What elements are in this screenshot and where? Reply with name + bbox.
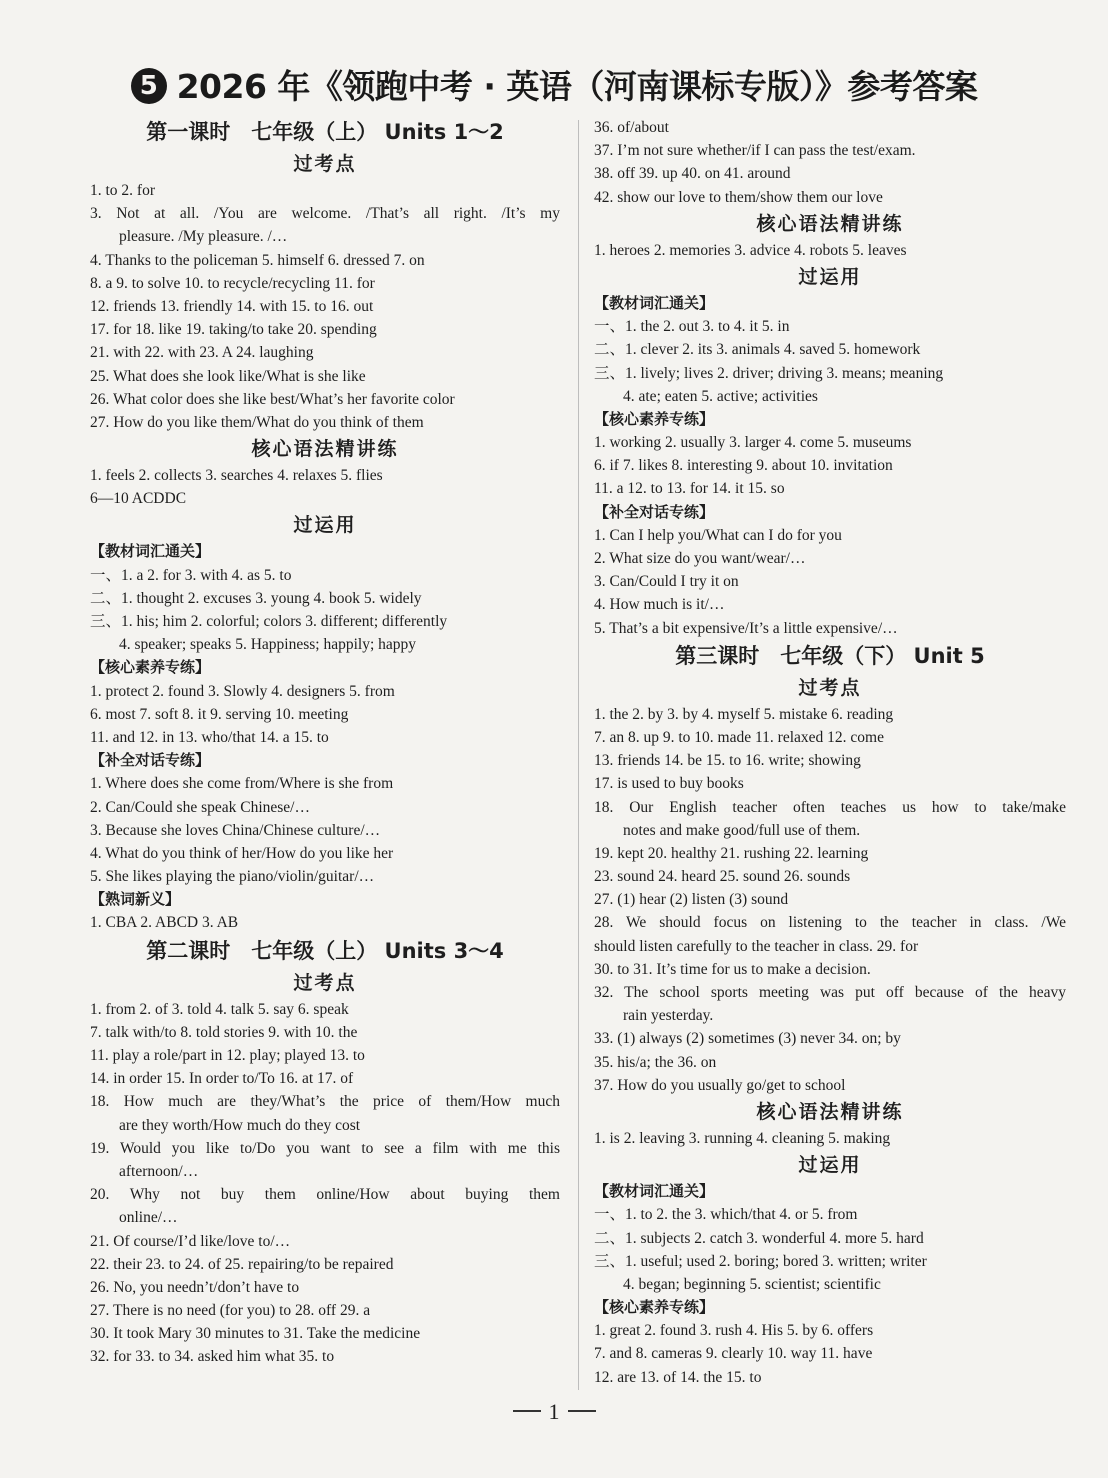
answer-line: 21. Of course/I’d like/love to/… bbox=[90, 1232, 291, 1250]
subsection-label: 【核心素养专练】 bbox=[594, 1298, 715, 1317]
answer-line: 8. a 9. to solve 10. to recycle/recycling 11. for bbox=[90, 274, 375, 292]
answer-line: 26. What color does she like best/What’s her favorite color bbox=[90, 390, 455, 408]
answer-line-continued: afternoon/… bbox=[119, 1162, 199, 1180]
answer-line: 17. for 18. like 19. taking/to take 20. spending bbox=[90, 321, 377, 339]
answer-line: should listen carefully to the teacher in class. 29. for bbox=[594, 937, 919, 955]
lesson-heading: 第一课时 七年级（上） Units 1～2 bbox=[146, 120, 504, 144]
subsection-label: 【熟词新义】 bbox=[90, 890, 181, 909]
left-column bbox=[90, 116, 560, 1369]
answer-line: 1. feels 2. collects 3. searches 4. relaxes 5. flies bbox=[90, 467, 383, 485]
answer-line: 18. Our English teacher often teaches us how to take/make bbox=[594, 798, 1066, 816]
section-heading: 过考点 bbox=[293, 153, 357, 175]
section-heading: 过考点 bbox=[798, 676, 862, 699]
answer-line: 1. is 2. leaving 3. running 4. cleaning 5. making bbox=[594, 1129, 891, 1147]
answer-line: 22. their 23. to 24. of 25. repairing/to be repaired bbox=[90, 1255, 394, 1273]
number-badge: 5 bbox=[131, 68, 167, 104]
answer-line: 42. show our love to them/show them our love bbox=[594, 188, 883, 206]
answer-line: 26. No, you needn’t/don’t have to bbox=[90, 1278, 300, 1296]
answer-line: 5. That’s a bit expensive/It’s a little expensive/… bbox=[594, 619, 898, 637]
answer-line: 12. friends 13. friendly 14. with 15. to 16. out bbox=[90, 297, 374, 315]
answer-line: 3. Not at all. /You are welcome. /That’s all right. /It’s my bbox=[90, 205, 560, 223]
answer-line: 11. and 12. in 13. who/that 14. a 15. to bbox=[90, 728, 329, 746]
page-title bbox=[0, 62, 1108, 112]
answer-line-continued: are they worth/How much do they cost bbox=[119, 1116, 361, 1134]
answer-line: 三、1. his; him 2. colorful; colors 3. different; differently bbox=[90, 613, 448, 630]
answer-line: 1. working 2. usually 3. larger 4. come 5. museums bbox=[594, 434, 912, 452]
answer-line-continued: 4. ate; eaten 5. active; activities bbox=[623, 387, 818, 405]
section-heading: 核心语法精讲练 bbox=[251, 438, 399, 461]
answer-line: 1. great 2. found 3. rush 4. His 5. by 6. offers bbox=[594, 1322, 874, 1340]
answer-line: 32. The school sports meeting was put off because of the heavy bbox=[594, 984, 1066, 1001]
answer-line: 35. his/a; the 36. on bbox=[594, 1053, 717, 1071]
answer-line: 1. Can I help you/What can I do for you bbox=[594, 526, 842, 544]
answer-line: 4. How much is it/… bbox=[594, 596, 725, 614]
answer-line: 18. How much are they/What’s the price of them/How much bbox=[90, 1093, 560, 1111]
answer-line: 一、1. a 2. for 3. with 4. as 5. to bbox=[90, 566, 292, 584]
subsection-label: 【教材词汇通关】 bbox=[594, 1182, 715, 1201]
answer-line: 1. protect 2. found 3. Slowly 4. designers 5. from bbox=[90, 682, 395, 700]
answer-line: 19. kept 20. healthy 21. rushing 22. learning bbox=[594, 844, 869, 862]
title-text: 2026 年《领跑中考 · 英语（河南课标专版）》参考答案 bbox=[176, 67, 978, 106]
answer-line: 11. a 12. to 13. for 14. it 15. so bbox=[594, 480, 785, 498]
section-heading: 过考点 bbox=[293, 971, 357, 994]
answer-line: 一、1. the 2. out 3. to 4. it 5. in bbox=[594, 318, 790, 336]
answer-line: 5. She likes playing the piano/violin/guitar/… bbox=[90, 868, 375, 886]
answer-line: 6. most 7. soft 8. it 9. serving 10. meeting bbox=[90, 705, 349, 723]
answer-line: 7. an 8. up 9. to 10. made 11. relaxed 12. come bbox=[594, 728, 884, 746]
subsection-label: 【教材词汇通关】 bbox=[594, 293, 715, 312]
answer-line: 36. of/about bbox=[594, 119, 669, 136]
answer-line: 14. in order 15. In order to/To 16. at 17. of bbox=[90, 1070, 354, 1088]
answer-line: 37. I’m not sure whether/if I can pass the test/exam. bbox=[594, 142, 916, 160]
answer-line: 37. How do you usually go/get to school bbox=[594, 1076, 846, 1094]
answer-line: 19. Would you like to/Do you want to see a film with me this bbox=[90, 1139, 560, 1157]
answer-line: 27. (1) hear (2) listen (3) sound bbox=[594, 891, 789, 909]
answer-line: 12. are 13. of 14. the 15. to bbox=[594, 1368, 762, 1386]
column-divider bbox=[578, 120, 579, 1390]
answer-line-continued: pleasure. /My pleasure. /… bbox=[119, 228, 288, 246]
answer-line: 1. the 2. by 3. by 4. myself 5. mistake 6. reading bbox=[594, 705, 894, 723]
answer-line: 1. to 2. for bbox=[90, 182, 156, 199]
answer-line-continued: rain yesterday. bbox=[623, 1007, 714, 1025]
subsection-label: 【核心素养专练】 bbox=[90, 658, 211, 677]
answer-line: 1. CBA 2. ABCD 3. AB bbox=[90, 914, 239, 932]
answer-line: 28. We should focus on listening to the teacher in class. /We bbox=[594, 914, 1066, 932]
answer-line-continued: notes and make good/full use of them. bbox=[623, 821, 861, 839]
subsection-label: 【教材词汇通关】 bbox=[90, 542, 211, 561]
answer-line: 二、1. subjects 2. catch 3. wonderful 4. more 5. hard bbox=[594, 1229, 924, 1247]
answer-line: 二、1. thought 2. excuses 3. young 4. book 5. widely bbox=[90, 589, 422, 607]
answer-line-continued: online/… bbox=[119, 1209, 178, 1227]
answer-line: 3. Because she loves China/Chinese culture/… bbox=[90, 821, 381, 839]
subsection-label: 【核心素养专练】 bbox=[594, 409, 715, 428]
page-number: 1 bbox=[0, 1400, 1108, 1424]
subsection-label: 【补全对话专练】 bbox=[594, 502, 715, 521]
answer-line: 38. off 39. up 40. on 41. around bbox=[594, 165, 791, 183]
answer-line: 1. heroes 2. memories 3. advice 4. robots 5. leaves bbox=[594, 241, 907, 259]
answer-line: 32. for 33. to 34. asked him what 35. to bbox=[90, 1348, 335, 1366]
answer-line: 30. to 31. It’s time for us to make a decision. bbox=[594, 960, 871, 978]
answer-line: 7. and 8. cameras 9. clearly 10. way 11. have bbox=[594, 1345, 873, 1363]
answer-line: 三、1. lively; lives 2. driver; driving 3. means; meaning bbox=[594, 364, 944, 382]
answer-line: 27. How do you like them/What do you think of them bbox=[90, 413, 424, 431]
subsection-label: 【补全对话专练】 bbox=[90, 751, 211, 770]
answer-line: 6. if 7. likes 8. interesting 9. about 10. invitation bbox=[594, 457, 893, 475]
answer-line: 4. Thanks to the policeman 5. himself 6. dressed 7. on bbox=[90, 251, 425, 269]
section-heading: 过运用 bbox=[798, 1154, 862, 1177]
section-heading: 核心语法精讲练 bbox=[756, 212, 904, 235]
answer-line: 2. Can/Could she speak Chinese/… bbox=[90, 798, 310, 816]
answer-line: 27. There is no need (for you) to 28. off 29. a bbox=[90, 1302, 371, 1320]
answer-line: 33. (1) always (2) sometimes (3) never 34. on; by bbox=[594, 1030, 901, 1048]
answer-line: 20. Why not buy them online/How about buying them bbox=[90, 1186, 560, 1204]
answer-line: 2. What size do you want/wear/… bbox=[594, 550, 806, 567]
section-heading: 核心语法精讲练 bbox=[756, 1100, 904, 1123]
section-heading: 过运用 bbox=[798, 265, 862, 288]
answer-line: 3. Can/Could I try it on bbox=[594, 573, 739, 591]
section-heading: 过运用 bbox=[293, 514, 357, 537]
answer-line: 二、1. clever 2. its 3. animals 4. saved 5. homework bbox=[594, 341, 921, 359]
answer-line: 7. talk with/to 8. told stories 9. with 10. the bbox=[90, 1023, 358, 1041]
lesson-heading: 第二课时 七年级（上） Units 3～4 bbox=[146, 938, 504, 963]
lesson-heading: 第三课时 七年级（下） Unit 5 bbox=[675, 643, 985, 668]
answer-line: 一、1. to 2. the 3. which/that 4. or 5. from bbox=[594, 1206, 858, 1224]
answer-line: 23. sound 24. heard 25. sound 26. sounds bbox=[594, 868, 851, 886]
right-column bbox=[594, 116, 1066, 1389]
answer-line: 25. What does she look like/What is she like bbox=[90, 367, 366, 385]
answer-line: 13. friends 14. be 15. to 16. write; showing bbox=[594, 752, 861, 770]
answer-line: 4. What do you think of her/How do you like her bbox=[90, 844, 394, 862]
answer-line-continued: 4. began; beginning 5. scientist; scientific bbox=[623, 1275, 881, 1293]
answer-line: 30. It took Mary 30 minutes to 31. Take the medicine bbox=[90, 1325, 421, 1343]
answer-line: 1. Where does she come from/Where is she from bbox=[90, 775, 394, 793]
answer-line: 1. from 2. of 3. told 4. talk 5. say 6. speak bbox=[90, 1000, 349, 1018]
answer-line: 21. with 22. with 23. A 24. laughing bbox=[90, 344, 314, 362]
answer-line: 6—10 ACDDC bbox=[90, 490, 187, 508]
answer-line: 17. is used to buy books bbox=[594, 775, 744, 793]
answer-line: 三、1. useful; used 2. boring; bored 3. written; writer bbox=[594, 1252, 927, 1270]
answer-line-continued: 4. speaker; speaks 5. Happiness; happily; happy bbox=[119, 636, 417, 654]
answer-line: 11. play a role/part in 12. play; played 13. to bbox=[90, 1047, 365, 1064]
